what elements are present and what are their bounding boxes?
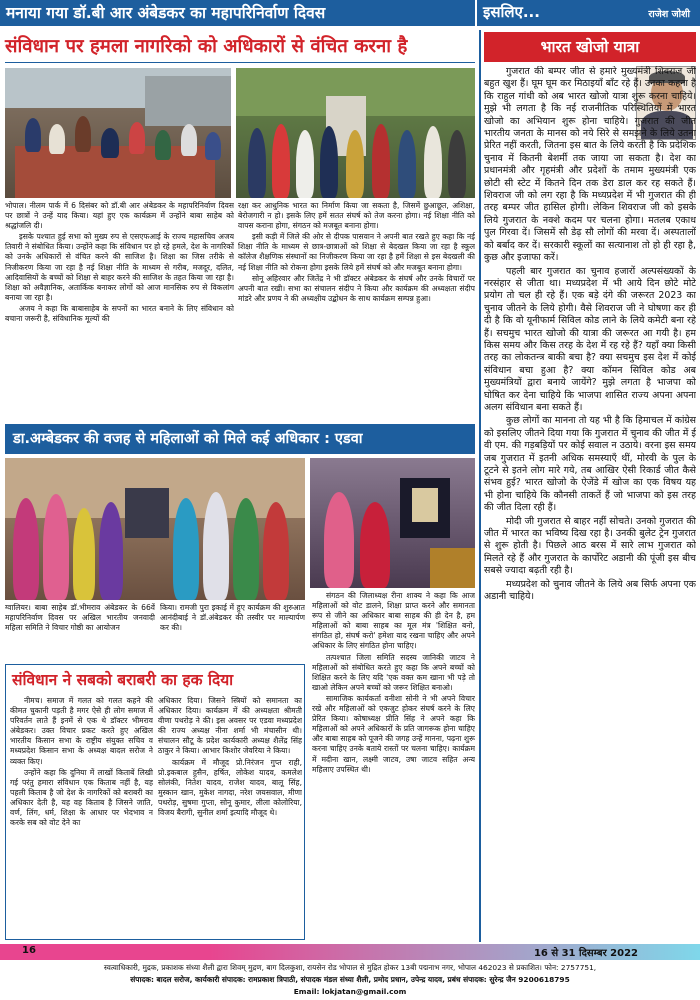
- imprint-email: Email: lokjatan@gmail.com: [293, 987, 407, 996]
- article1-col1-para-1: भोपाल। नीलम पार्क में 6 दिसंबर को डॉ.बी आर अंबेडकर के महापरिनिर्वाण दिवस पर छात्रों ने उन्हें याद किया। यहां हुए एक कार्यक्रम में उन्होंने बाबा साहेब को श्रद्धांजलि दी।: [5, 201, 234, 231]
- imprint-line-1: स्वत्वाधिकारी, मुद्रक, प्रकाशक संध्या शैली द्वारा शिवम् मुद्रण, बाग दिलकुशा, रायसेन रोड भोपाल से मुद्रित होकर 13बी पद्मनाभ नगर, भोपाल 462023 से प्रकाशित। फोन: 2757751,: [103, 963, 597, 972]
- page-header-bar: [0, 0, 475, 26]
- article2-headline-bar: [5, 424, 475, 454]
- article2-photo-right: [310, 458, 475, 588]
- article3-col2-para-1: अधिकार दिया। जिसने स्त्रियों को समानता का अधिकार दिया। कार्यक्रम में की अध्यक्षता श्रीमती वीणा पथरोड़ ने की। इस अवसर पर एडवा मध्यप्रदेश की राज्य अध्यक्ष नीना शर्मा भी मंचासीन थी। संचालन सौटू के प्रदेश कार्यकारी अध्यक्ष शैलेंद्र सिंह ठाकुर ने किया। आभार किशोर जेवरिया ने किया।: [158, 696, 302, 756]
- article1-photo-right: [236, 68, 475, 198]
- sidebar-divider: [479, 30, 481, 942]
- article2-column-3: [312, 591, 475, 941]
- imprint: [0, 962, 700, 1000]
- article1-headline: संविधान पर हमला नागरिको को अधिकारों से वंचित करना है: [5, 31, 475, 63]
- article2-col3-para-1: संगठन की जिलाध्यक्ष रीना शाक्य ने कहा कि आज महिलाओं को वोट डालने, शिक्षा प्राप्त करने और समानता रूप से जीने का अधिकार बाबा साहब की ही देन है, हम महिलाओं को बाबा साहब का मूल मंत्र 'शिक्षित बनो, संगठित हो, संघर्ष करो' हमेशा याद रखना चाहिए और अपने अधिकार के लिए संगठित होना चाहिए।: [312, 591, 475, 651]
- imprint-line-2: संपादक: बादल सरोज, कार्यकारी संपादक: रामप्रकाश त्रिपाठी, संपादक मंडल संध्या शैली, प्रमोद प्रधान, उपेन्द्र यादव, प्रबंध संपादक: सुरेन्द्र जैन 9200618795: [130, 975, 570, 984]
- article2-column-1: [5, 603, 155, 663]
- sidebar-para-1: गुजरात की बम्पर जीत से हमारे मुख्यमंत्री शिवराज जी बहुत खुश हैं। घूम घूम कर मिठाइयाँ बाँट रहे हैं। उनका कहना है कि राहुल गांधी को अब भारत खोजो यात्रा शुरू करना चाहिये। मुझे भी लगता है कि नई राजनीतिक परिस्थितियों में भारत खोजो का अभियान शुरू होना चाहिये। गुजरात की जीत भारतीय जनता के मानस को नये सिरे से समझने के लिये उतना प्रेरित नहीं करती, जितना इस बात के लिये करती है कि प्रदेशिक चुनाव में कितनी बेशर्मी तक जाया जा सकता है। देश का प्रधानमंत्री और गृहमंत्री और प्रदेशों के तमाम मुख्यमंत्री एक छोटी सी स्टेट में कितने दिन तक डेरा डाल कर रह सकते हैं। शिवराज जी को लग रहा है कि मध्यप्रदेश में भी गुजरात की ही तरह बम्पर जीत हासिल होगी। लेकिन शिवराज जी को इसके लिये गुजरात के नक्शे कदम पर चलना होगा। मतलब एकाध पुल गिरवा दें। जिसमें सौ डेढ़ सौ लोगों की मरवा दें। अस्पतालों को बर्बाद कर दें। सरकारी स्कूलों का सत्यानाश तो हो ही रहा है, कुछ और इजाफा करें।: [484, 66, 696, 264]
- article3-col1-para-2: उन्होंने कहा कि दुनिया में लाखों किताबें लिखी गई परंतु हमारा संविधान एक किताब नहीं है, यह पहली किताब है जो देश के नागरिकों को बराबरी का अधिकार देती है, यह वह किताब है जिसने जाति, वर्ण, लिंग, धर्म, शिक्षा के आधार पर भेदभाव न करके सब को वोट देने का: [10, 767, 153, 828]
- sidebar-para-3: कुछ लोगों का मानना तो यह भी है कि हिमाचल में कांग्रेस को इसलिए जीतने दिया गया कि गुजरात में चुनाव की जीत में ई वी एम. की गड़बड़ियों पर कोई सवाल न उठाये। वरना इस समय जब गुजरात में इतनी अधिक समस्याएँ थीं, मोरवी के पुल के टूटने से इतने लोग मारे गये, तब आखिर ऐसी रिकार्ड जीत कैसे संभव हुई? भारत खोजो के ऐजेंडे में खोज का एक विषय यह भी होना चाहिये कि कौनसी ताकतें हैं जो भाजपा को इस तरह की जीत दिला रही हैं।: [484, 415, 696, 514]
- article1-column-2: [238, 201, 475, 423]
- column-header: [475, 0, 700, 26]
- sidebar-headline-bar: [484, 32, 696, 62]
- article2-col3-para-3: सामाजिक कार्यकर्ता वनीशा सोनी ने भी अपने विचार रखे और महिलाओं को एकजुट होकर संघर्ष करने के लिए प्रेरित किया। कोषाध्यक्ष प्रीति सिंह ने अपने कहा कि महिलाओं को अपने अधिकारों के प्रति जागरूक होना चाहिए और बाबा साहब को पूजने की जगह उन्हें मानना, पढ़ना शुरू करना चाहिए उनके बताये रास्तों पर चलना चाहिए। कार्यक्रम में मदीना खान, लक्ष्मी जाटव, उषा जाटव सहित अन्य महिलाए उपस्थित थी।: [312, 693, 475, 774]
- sidebar-headline: भारत खोजो यात्रा: [540, 38, 640, 56]
- article3-column-2: [158, 696, 302, 938]
- sidebar-para-5: मध्यप्रदेश को चुनाव जीतने के लिये अब सिर्फ अपना एक अडानी चाहिये।: [484, 578, 696, 603]
- article1-col1-para-2: इसके पश्चात हुई सभा को मुख्य रुप से एसएफआई के राज्य महासचिव अजय तिवारी ने संबोधित किया। उन्होंने कहा कि संविधान पर हो रहे हमले, देश के नागरिकों को उनके अधिकारों से वंचित करने की साजिश है। शिक्षा का जिस तरीके से निजीकरण किया जा रहा है नई शिक्षा नीति के माध्यम से गरीब, मजदूर, दलित, आदिवासियों के बच्चों को शिक्षा से बाहर करने की साजिश के तहत किया जा रहा है। शिक्षा को अवैज्ञानिक, अतार्किक बनाकर लोगों को आज मानसिक रुप से विकलांग बनाया जा रहा है।: [5, 232, 234, 302]
- article2-headline: डा.अम्बेडकर की वजह से महिलाओं को मिले कई अधिकार : एडवा: [13, 431, 363, 447]
- sidebar-body: [484, 66, 696, 942]
- article2-column-2: [160, 603, 305, 663]
- article2-photo-left: [5, 458, 305, 600]
- article1-photo-left: [5, 68, 231, 198]
- article1-col2-para-3: सोनू अहिरवार और जितेंद्र ने भी डॉक्टर अंबेडकर के संघर्ष और उनके विचारों पर अपनी बात रखी। सभा का संचालन संदीप ने किया और कार्यक्रम की अध्यक्षता संदीप मांडरे और प्रणय ने की अध्यक्षीय उद्बोधन के साथ कार्यक्रम सम्पन्न हुआ।: [238, 273, 475, 303]
- footer-bar: [0, 944, 700, 960]
- column-name: इसलिए...: [483, 3, 540, 21]
- article3-column-1: [10, 696, 153, 938]
- article3-col2-para-2: कार्यक्रम में मौजूद प्रो.निरंजन गुप्त राही, प्रो.इकबाल हुसैन, हर्षित, लोकेश यादव, कमलेश सोलंकी, नितेश यादव, राजेश यादव, बालू सिंह, मुस्कान खान, मुकेश नागदा, नरेश जयसवाल, मीणा पथरोड़, सुषमा गुप्ता, सोनू कुमार, लीला कोलोरिया, विजय बैरागी, सुनील शर्मा इत्यादि मौजूद थे।: [158, 757, 302, 818]
- article2-col2-para-1: किया। रामजी पुरा इकाई में हुए कार्यक्रम की शुरुआत आनंदीबाई ने डॉ.अंबेडकर की तस्वीर पर माल्यार्पण कर की।: [160, 603, 305, 633]
- column-author: राजेश जोशी: [648, 9, 690, 20]
- article1-col2-para-2: इसी कड़ी में जिले की ओर से दीपक पासवान ने अपनी बात रखते हुए कहा कि नई शिक्षा नीति के माध्यम से छात्र-छात्राओं को शिक्षा से बेदखल किया जा रहा है स्कूल कॉलेज शैक्षणिक संस्थानों का निजीकरण किया जा रहा है हमें शिक्षा से इस बेदखली की नई शिक्षा नीति को रोकना होगा इसके लिये हमें संघर्ष को और मजबूत बनाना होगा।: [238, 232, 475, 272]
- page-header-title: मनाया गया डॉ.बी आर अंबेडकर का महापरिनिर्वाण दिवस: [6, 4, 326, 22]
- issue-date: 16 से 31 दिसम्बर 2022: [533, 948, 638, 959]
- article3-headline: संविधान ने सबको बराबरी का हक दिया: [12, 671, 234, 689]
- sidebar-para-2: पहली बार गुजरात का चुनाव हजारों अल्पसंख्यकों के नरसंहार से जीता था। मध्यप्रदेश में भी आये दिन छोटे मोटे प्रयोग तो चल ही रहे हैं। एक बड़े दंगे की जरूरत 2023 का चुनाव जीतने के लिये होगी। वैसे शिवराज जी ने घोषणा कर ही दी है कि वो यूनीफार्म सिविल कोड लाने के लिये कमेटी बना रहे हैं। सचमुच भारत खोजो की यात्रा की जरूरत आ गयी है। हम किस समय और किस तरह के देश में रह रहे हैं? यहाँ क्या किसी तरह का लोकतन्त्र बाकी बचा है? क्या सचमुच इस देश में कोई संविधान बचा हुआ है? क्या कॉमन सिविल कोड अब मुख्यमंत्रियों द्वारा बनाये जायेंगे? मुझे लगता है भाजपा को घोषित कर देना चाहिये कि भाजपा शासित राज्य अपना अपना अलग संविधान बना सकते हैं।: [484, 265, 696, 413]
- article2-col1-para-1: ग्वालियर। बाबा साहेब डॉ.भीमराव अंबेडकर के 66वें महापरिनिर्वाण दिवस पर अखिल भारतीय जनवादी महिला समिति ने विचार गोष्ठी का आयोजन: [5, 603, 155, 633]
- article1-column-1: [5, 201, 234, 423]
- page-number: 16: [22, 945, 36, 956]
- article3-col1-para-1: नीमच। समाज में गलत को गलत कहने की कीमत चुकानी पड़ती है मगर ऐसे ही लोग समाज में परिवर्तन लाते हैं इनमें से एक थे डॉक्टर भीमराव अंबेडकर। उक्त विचार प्रकट करते हुए अखिल भारतीय किसान सभा के राष्ट्रीय संयुक्त सचिव व मध्यप्रदेश किसान सभा के अध्यक्ष बादल सरोज ने व्यक्त किए।: [10, 696, 153, 766]
- article1-col1-para-3: अजय ने कहा कि बाबासाहेब के सपनों का भारत बनाने के लिए संविधान को बचाना जरूरी है, संविधानिक मूल्यों की: [5, 303, 234, 324]
- article1-col2-para-1: रक्षा कर आधुनिक भारत का निर्माण किया जा सकता है, जिसमें छुआछूत, अशिक्षा, बेरोजगारी न हो। इसके लिए हमें सतत संघर्ष को तेज करना होगा। नई शिक्षा नीति को वापस कराना होगा, संगठन को मजबूत बनाना होगा।: [238, 201, 475, 231]
- article2-col3-para-2: तत्पश्चात जिला समिति सदस्य जानिकी जाटव ने महिलाओं को संबोधित करते हुए कहा कि अपने बच्चों को शिक्षित करने के लिए यदि 'एक वक्त कम खाना भी पड़े तो खाओ लेकिन अपने बच्चों को जरूर शिक्षित बनाओ।: [312, 652, 475, 692]
- sidebar-para-4: मोदी जी गुजरात से बाहर नहीं सोचते। उनको गुजरात की जीत में भारत का भविष्य दिख रहा है। उनकी बुलेट ट्रेन गुजरात से शुरू होती है। पिछले आठ बरस में सारे लाभ गुजरात को मिलते रहे हैं और गुजरात के कार्पोरेट अडानी की पूंजी इस बीच सबसे ज्यादा बढ़ती रही है।: [484, 515, 696, 577]
